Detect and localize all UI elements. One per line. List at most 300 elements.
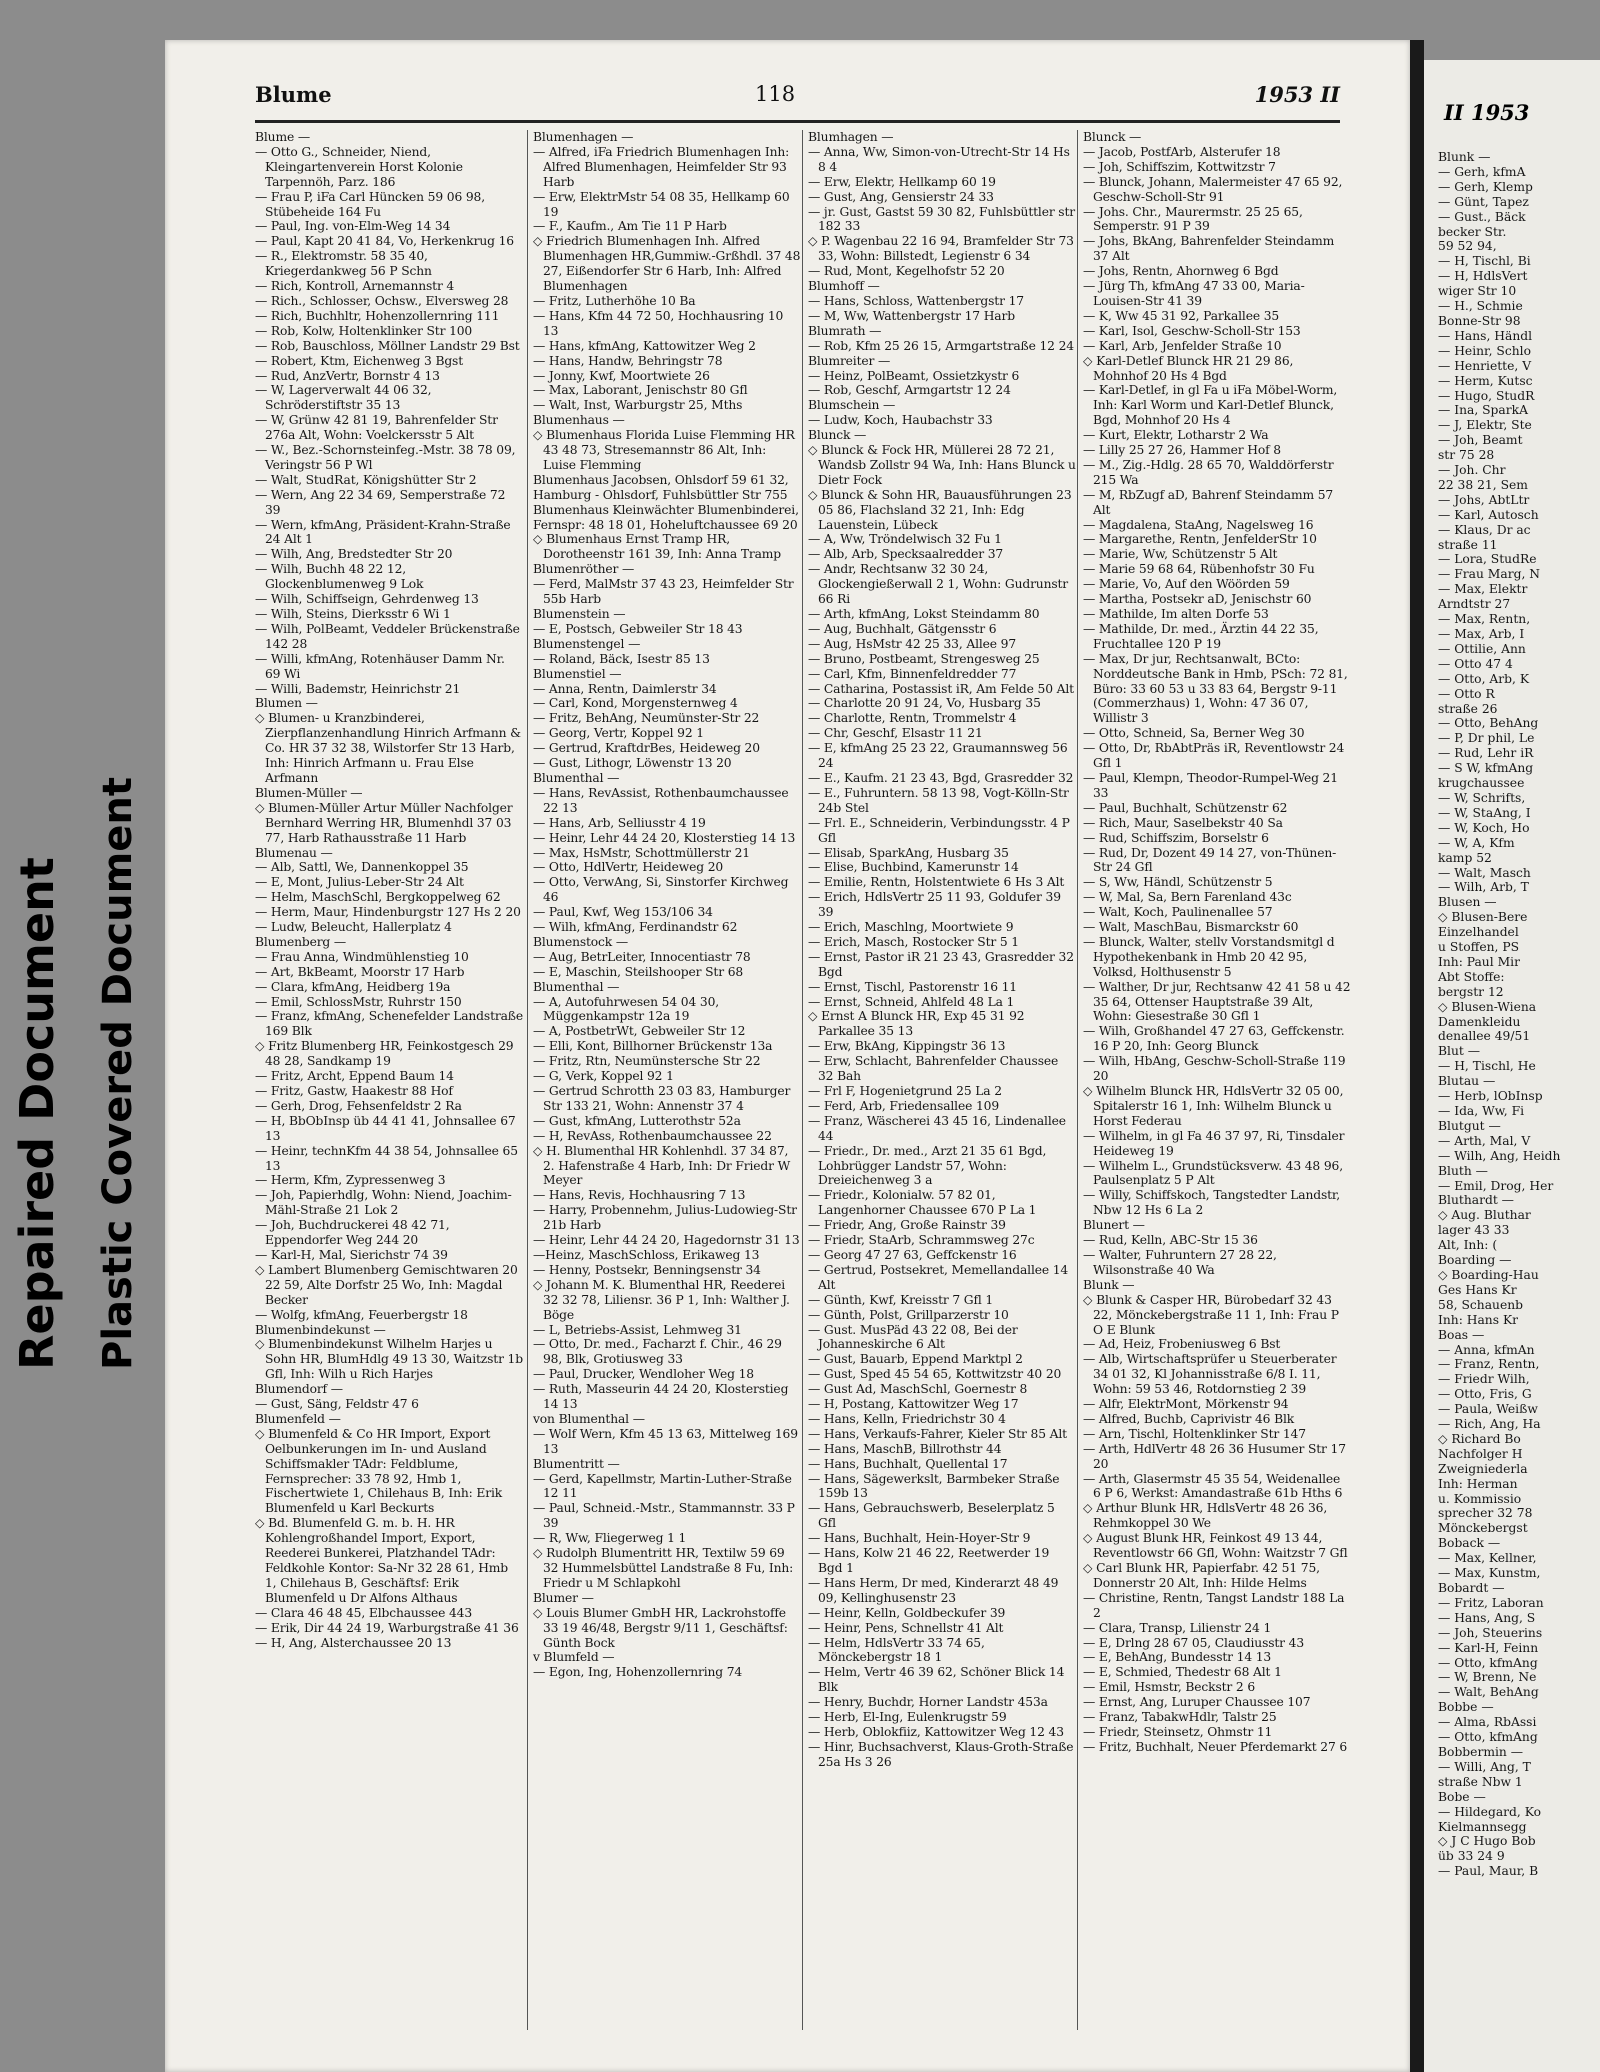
adjacent-entry: — Ida, Ww, Fi bbox=[1438, 1104, 1525, 1118]
directory-entry: — Rud, Kelln, ABC-Str 15 36 bbox=[1083, 1233, 1258, 1248]
column-4 bbox=[1083, 130, 1351, 1755]
directory-entry: — Christine, Rentn, Tangst Landstr 188 La 2 bbox=[1083, 1590, 1345, 1620]
directory-entry: — Erw, ElektrMstr 54 08 35, Hellkamp 60 19 bbox=[533, 189, 790, 219]
directory-entry: — Blunck, Walter, stellv Vorstandsmitgl d Hypothekenbank in Hmb 20 42 95, Volksd, Holthusenstr 5 bbox=[1083, 934, 1335, 979]
directory-entry: — Willy, Schiffskoch, Tangstedter Landstr, Nbw 12 Hs 6 La 2 bbox=[1083, 1188, 1341, 1218]
adjacent-entry: — Hans, Ang, S bbox=[1438, 1610, 1536, 1625]
directory-entry: ◇ Blunck & Fock HR, Müllerei 28 72 21, Wandsb Zollstr 94 Wa, Inh: Hans Blunck u Dietr Fock bbox=[808, 443, 1076, 487]
directory-entry: Blumrath — bbox=[808, 323, 882, 338]
adjacent-entry: — Franz, Rentn, bbox=[1438, 1357, 1540, 1372]
adjacent-entry: — Wilh, Ang, Heidh bbox=[1438, 1148, 1561, 1163]
directory-entry: — Heinr, technKfm 44 38 54, Johnsallee 65 13 bbox=[255, 1143, 518, 1173]
directory-entry: — Harry, Probennehm, Julius-Ludowieg-Str 21b Harb bbox=[533, 1203, 797, 1233]
adjacent-entry: Zweigniederla bbox=[1438, 1461, 1528, 1476]
directory-entry: Blumenthal — bbox=[533, 979, 620, 994]
directory-entry: Blumenhagen — bbox=[533, 130, 634, 144]
directory-entry: — W, Lagerverwalt 44 06 32, Schröderstiftstr 35 13 bbox=[255, 383, 432, 413]
directory-entry: — Walther, Dr jur, Rechtsanw 42 41 58 u 42 35 64, Ottenser Hauptstraße 39 Alt, Wohn: Giesestraße 30 Gfl 1 bbox=[1083, 979, 1351, 1024]
adjacent-entry: — W, Brenn, Ne bbox=[1438, 1670, 1537, 1685]
directory-entry: Blumen-Müller — bbox=[255, 785, 363, 800]
directory-entry: — Willi, Bademstr, Heinrichstr 21 bbox=[255, 681, 461, 696]
directory-entry: Blumenstengel — bbox=[533, 636, 641, 651]
adjacent-entry: — Max, Elektr bbox=[1438, 582, 1528, 597]
adjacent-entry: — Paul, Maur, B bbox=[1438, 1864, 1539, 1879]
directory-entry: — Max, Laborant, Jenischstr 80 Gfl bbox=[533, 383, 748, 398]
directory-entry: — Gertrud Schrotth 23 03 83, Hamburger Str 133 21, Wohn: Annenstr 37 4 bbox=[533, 1084, 791, 1113]
directory-entry: — Jürg Th, kfmAng 47 33 00, Maria-Louisen-Str 41 39 bbox=[1083, 279, 1305, 308]
adjacent-entry: — Walt, BehAng bbox=[1438, 1685, 1539, 1700]
adjacent-entry: Bluthardt — bbox=[1438, 1193, 1514, 1208]
adjacent-entry: Inh: Paul Mir bbox=[1438, 954, 1520, 969]
directory-entry: — Wilh, Buchh 48 22 12, Glockenblumenweg 9 Lok bbox=[255, 562, 424, 592]
directory-entry: — Wilh, kfmAng, Ferdinandstr 62 bbox=[533, 920, 738, 935]
directory-entry: Blunk — bbox=[1083, 1277, 1135, 1292]
directory-entry: — Wilh, PolBeamt, Veddeler Brückenstraße 142 28 bbox=[255, 621, 520, 651]
directory-entry: — Günth, Kwf, Kreisstr 7 Gfl 1 bbox=[808, 1292, 994, 1307]
directory-entry: — Jonny, Kwf, Moortwiete 26 bbox=[533, 368, 710, 383]
directory-entry: — Alb, Arb, Specksaalredder 37 bbox=[808, 547, 1004, 562]
adjacent-entry: krugchaussee bbox=[1438, 776, 1525, 791]
directory-entry: — W, Grünw 42 81 19, Bahrenfelder Str 276a Alt, Wohn: Voelckersstr 5 Alt bbox=[255, 413, 498, 443]
adjacent-entry: — Gerh, kfmA bbox=[1438, 164, 1526, 179]
directory-entry: — M, RbZugf aD, Bahrenf Steindamm 57 Alt bbox=[1083, 487, 1334, 517]
directory-entry: Blumer — bbox=[533, 1590, 594, 1605]
directory-entry: — Walt, StudRat, Königshütter Str 2 bbox=[255, 472, 477, 487]
directory-entry: — Elise, Buchbind, Kamerunstr 14 bbox=[808, 860, 1019, 875]
directory-entry: — Elisab, SparkAng, Husbarg 35 bbox=[808, 845, 1009, 860]
adjacent-entry: — Wilh, Arb, T bbox=[1438, 880, 1529, 895]
directory-entry: — Karl-Detlef, in gl Fa u iFa Möbel-Worm, Inh: Karl Worm und Karl-Detlef Blunck, Bgd, Mohnhof 20 Hs 4 bbox=[1083, 383, 1338, 428]
directory-entry: ◇ Ernst A Blunck HR, Exp 45 31 92 Parkallee 35 13 bbox=[808, 1009, 1025, 1039]
directory-entry: — Paul, Schneid.-Mstr., Stammannstr. 33 P 39 bbox=[533, 1501, 795, 1531]
directory-entry: — Johs, Rentn, Ahornweg 6 Bgd bbox=[1083, 264, 1279, 279]
directory-entry: — W., Bez.-Schornsteinfeg.-Mstr. 38 78 09, Veringstr 56 P Wl bbox=[255, 443, 516, 472]
directory-entry: — Otto, Dr. med., Facharzt f. Chir., 46 29 98, Blk, Grotiusweg 33 bbox=[533, 1337, 782, 1367]
adjacent-entry: — J, Elektr, Ste bbox=[1438, 418, 1532, 433]
directory-entry: — Clara, Transp, Lilienstr 24 1 bbox=[1083, 1620, 1272, 1635]
directory-entry: ◇ Carl Blunk HR, Papierfabr. 42 51 75, Donnerstr 20 Alt, Inh: Hilde Helms bbox=[1083, 1561, 1320, 1590]
directory-entry: Blumhagen — bbox=[808, 130, 894, 144]
directory-entry: — Friedr., Kolonialw. 57 82 01, Langenhorner Chaussee 670 P La 1 bbox=[808, 1188, 1037, 1218]
directory-entry: — Herb, El-Ing, Eulenkrugstr 59 bbox=[808, 1710, 1007, 1725]
directory-entry: — Georg, Vertr, Koppel 92 1 bbox=[533, 726, 704, 741]
directory-entry: — Rud, AnzVertr, Bornstr 4 13 bbox=[255, 368, 440, 383]
directory-entry: Blunck — bbox=[808, 428, 867, 443]
directory-entry: — Gerd, Kapellmstr, Martin-Luther-Straße 12 11 bbox=[533, 1471, 792, 1501]
directory-entry: — Walt, MaschBau, Bismarckstr 60 bbox=[1083, 920, 1299, 935]
adjacent-entry: üb 33 24 9 bbox=[1438, 1849, 1505, 1864]
directory-entry: — Rob, Kolw, Holtenklinker Str 100 bbox=[255, 323, 473, 338]
directory-entry: ◇ Blumenhaus Ernst Tramp HR, Dorotheenstr 161 39, Inh: Anna Tramp bbox=[533, 532, 782, 562]
adjacent-entry: — Paula, Weißw bbox=[1438, 1402, 1538, 1417]
adjacent-entry: Bobbe — bbox=[1438, 1700, 1494, 1715]
directory-entry: — A, Ww, Tröndelwisch 32 Fu 1 bbox=[808, 532, 1002, 547]
adjacent-entry: — Alma, RbAssi bbox=[1438, 1715, 1537, 1730]
directory-entry: — R, Ww, Fliegerweg 1 1 bbox=[533, 1531, 687, 1546]
directory-entry: — Rich, Kontroll, Arnemannstr 4 bbox=[255, 279, 455, 294]
directory-entry: Blumenstein — bbox=[533, 607, 626, 621]
directory-entry: — Hans, Gebrauchswerb, Beselerplatz 5 Gfl bbox=[808, 1501, 1055, 1531]
directory-entry: — M, Ww, Wattenbergstr 17 Harb bbox=[808, 308, 1015, 323]
directory-entry: — Erik, Dir 44 24 19, Warburgstraße 41 36 bbox=[255, 1620, 519, 1635]
adjacent-entry: ◇ Blusen-Wiena bbox=[1438, 999, 1537, 1014]
directory-entry: von Blumenthal — bbox=[533, 1411, 645, 1426]
directory-entry: Blume — bbox=[255, 130, 310, 144]
directory-entry: — Hans, kfmAng, Kattowitzer Weg 2 bbox=[533, 338, 756, 353]
directory-entry: — Fritz, BehAng, Neumünster-Str 22 bbox=[533, 711, 760, 726]
adjacent-entry: Boarding — bbox=[1438, 1253, 1512, 1268]
adjacent-entry: — Walt, Masch bbox=[1438, 865, 1531, 880]
directory-entry: Blumenhaus Jacobsen, Ohlsdorf 59 61 32, Hamburg - Ohlsdorf, Fuhlsbüttler Str 755 bbox=[533, 472, 789, 502]
directory-entry: — Johs. Chr., Maurermstr. 25 25 65, Semperstr. 91 P 39 bbox=[1083, 204, 1303, 234]
directory-entry: ◇ Blunk & Casper HR, Bürobedarf 32 43 22, Mönckebergstraße 11 1, Inh: Frau P O E Blunk bbox=[1083, 1292, 1339, 1337]
directory-entry: — R., Elektromstr. 58 35 40, Kriegerdankweg 56 P Schn bbox=[255, 249, 432, 279]
directory-entry: — E, Maschin, Steilshooper Str 68 bbox=[533, 964, 744, 979]
adjacent-entry: — Hugo, StudR bbox=[1438, 388, 1535, 403]
directory-entry: — Rud, Mont, Kegelhofstr 52 20 bbox=[808, 264, 1005, 279]
adjacent-entry: — H, Tischl, Bi bbox=[1438, 254, 1531, 269]
adjacent-entry: — Arth, Mal, V bbox=[1438, 1133, 1531, 1148]
directory-entry: ◇ Wilhelm Blunck HR, HdlsVertr 32 05 00, Spitalerstr 16 1, Inh: Wilhelm Blunck u Horst Federau bbox=[1083, 1084, 1344, 1128]
directory-entry: — Fritz, Lutherhöhe 10 Ba bbox=[533, 293, 696, 308]
adjacent-entry: — Max, Kunstm, bbox=[1438, 1566, 1541, 1581]
directory-entry: — Frl F, Hogenietgrund 25 La 2 bbox=[808, 1084, 1002, 1098]
adjacent-page bbox=[1424, 60, 1600, 2072]
adjacent-entry: Mönckebergst bbox=[1438, 1521, 1528, 1536]
directory-entry: — Gust, Säng, Feldstr 47 6 bbox=[255, 1397, 419, 1412]
directory-entry: — Frau P, iFa Carl Hüncken 59 06 98, Stübeheide 164 Fu bbox=[255, 189, 485, 219]
directory-entry: — Arth, Glasermstr 45 35 54, Weidenallee 6 P 6, Werkst: Amandastraße 61b Hths 6 bbox=[1083, 1471, 1343, 1501]
adjacent-page-header: II 1953 bbox=[1444, 100, 1530, 125]
directory-entry: ◇ Johann M. K. Blumenthal HR, Reederei 32 32 78, Liliensr. 36 P 1, Inh: Walther J. Böge bbox=[533, 1277, 790, 1322]
adjacent-entry: — Otto, kfmAng bbox=[1438, 1655, 1538, 1670]
adjacent-entry: 58, Schauenb bbox=[1438, 1297, 1524, 1312]
directory-entry: — Magdalena, StaAng, Nagelsweg 16 bbox=[1083, 517, 1314, 532]
adjacent-entry: — S W, kfmAng bbox=[1438, 761, 1534, 776]
directory-entry: — Marie, Ww, Schützenstr 5 Alt bbox=[1083, 547, 1278, 562]
directory-entry: Blumenstock — bbox=[533, 934, 628, 949]
directory-entry: — Arth, HdlVertr 48 26 36 Husumer Str 17 20 bbox=[1083, 1441, 1346, 1471]
directory-entry: — A, PostbetrWt, Gebweiler Str 12 bbox=[533, 1024, 746, 1039]
adjacent-entry: — H, HdlsVert bbox=[1438, 269, 1528, 284]
adjacent-entry: — Johs, AbtLtr bbox=[1438, 492, 1530, 507]
adjacent-entry: Alt, Inh: ( bbox=[1438, 1238, 1498, 1253]
directory-entry: — Hans, Arb, Selliusstr 4 19 bbox=[533, 815, 706, 830]
adjacent-entry: Abt Stoffe: bbox=[1438, 969, 1505, 984]
directory-entry: — Lilly 25 27 26, Hammer Hof 8 bbox=[1083, 443, 1281, 458]
directory-entry: — Rich, Buchhltr, Hohenzollernring 111 bbox=[255, 308, 500, 323]
directory-entry: — Marie, Vo, Auf den Wöörden 59 bbox=[1083, 577, 1290, 592]
directory-entry: — Andr, Rechtsanw 32 30 24, Glockengießerwall 2 1, Wohn: Gudrunstr 66 Ri bbox=[808, 562, 1069, 607]
directory-entry: Blumentritt — bbox=[533, 1456, 620, 1471]
adjacent-entry: straße 26 bbox=[1438, 701, 1498, 716]
adjacent-entry: — Ina, SparkA bbox=[1438, 403, 1528, 418]
directory-entry: — Friedr, Steinsetz, Ohmstr 11 bbox=[1083, 1724, 1273, 1739]
adjacent-entry: straße Nbw 1 bbox=[1438, 1774, 1523, 1789]
directory-entry: — E, BehAng, Bundesstr 14 13 bbox=[1083, 1650, 1272, 1665]
directory-entry: — Ernst, Pastor iR 21 23 43, Grasredder 32 Bgd bbox=[808, 949, 1074, 979]
directory-entry: — Herb, Oblokfiiz, Kattowitzer Weg 12 43 bbox=[808, 1724, 1064, 1739]
adjacent-entry: — Friedr Wilh, bbox=[1438, 1372, 1530, 1387]
directory-entry: Blumenau — bbox=[255, 845, 333, 860]
adjacent-entry: Blut — bbox=[1438, 1044, 1481, 1059]
directory-entry: — Alfr, ElektrMont, Mörkenstr 94 bbox=[1083, 1397, 1289, 1412]
directory-entry: — Hans Herm, Dr med, Kinderarzt 48 49 09, Kellinghusenstr 23 bbox=[808, 1575, 1059, 1605]
adjacent-entry: — Otto, BehAng bbox=[1438, 716, 1539, 731]
directory-entry: — Alfred, iFa Friedrich Blumenhagen Inh: Alfred Blumenhagen, Heimfelder Str 93 Harb bbox=[533, 144, 790, 189]
adjacent-entry: Damenkleidu bbox=[1438, 1014, 1521, 1029]
adjacent-entry: ◇ Richard Bo bbox=[1438, 1431, 1521, 1446]
directory-entry: — E, Mont, Julius-Leber-Str 24 Alt bbox=[255, 875, 464, 890]
book-gutter bbox=[1410, 40, 1424, 2072]
directory-entry: — Henny, Postsekr, Benningsenstr 34 bbox=[533, 1262, 761, 1277]
directory-entry: ◇ Lambert Blumenberg Gemischtwaren 20 22 59, Alte Dorfstr 25 Wo, Inh: Magdal Becker bbox=[255, 1262, 518, 1307]
directory-entry: — Martha, Postsekr aD, Jenischstr 60 bbox=[1083, 592, 1312, 607]
directory-entry: — Karl, Arb, Jenfelder Straße 10 bbox=[1083, 338, 1282, 353]
adjacent-entry: straße 11 bbox=[1438, 537, 1498, 552]
directory-entry: — H, Postang, Kattowitzer Weg 17 bbox=[808, 1397, 1019, 1412]
directory-entry: — Willi, kfmAng, Rotenhäuser Damm Nr. 69 Wi bbox=[255, 651, 505, 681]
directory-entry: — Wilh, HbAng, Geschw-Scholl-Straße 119 20 bbox=[1083, 1054, 1346, 1084]
directory-entry: — Wilh, Steins, Dierksstr 6 Wi 1 bbox=[255, 607, 451, 621]
directory-entry: — Otto, Schneid, Sa, Berner Weg 30 bbox=[1083, 726, 1305, 741]
directory-entry: — Günth, Polst, Grillparzerstr 10 bbox=[808, 1307, 1009, 1322]
adjacent-entry: u Stoffen, PS bbox=[1438, 940, 1520, 955]
column-rule bbox=[802, 130, 803, 2030]
adjacent-entry: — Otto, Fris, G bbox=[1438, 1387, 1532, 1402]
directory-entry: — Elli, Kont, Billhorner Brückenstr 13a bbox=[533, 1039, 773, 1054]
directory-entry: Blumenstiel — bbox=[533, 666, 622, 681]
directory-entry: — Anna, Rentn, Daimlerstr 34 bbox=[533, 681, 717, 696]
directory-entry: — Hans, MaschB, Billrothstr 44 bbox=[808, 1441, 1002, 1456]
directory-entry: — Hans, Kelln, Friedrichstr 30 4 bbox=[808, 1411, 1006, 1426]
directory-entry: — Walt, Inst, Warburgstr 25, Mths bbox=[533, 398, 743, 413]
directory-entry: — Joh, Buchdruckerei 48 42 71, Eppendorfer Weg 244 20 bbox=[255, 1218, 450, 1248]
directory-entry: — Carl, Kfm, Binnenfeldredder 77 bbox=[808, 666, 1017, 681]
directory-entry: — Otto, Dr, RbAbtPräs iR, Reventlowstr 24 Gfl 1 bbox=[1083, 741, 1345, 771]
adjacent-entry: Bonne-Str 98 bbox=[1438, 313, 1521, 328]
directory-entry: — Gust Ad, MaschSchl, Goernestr 8 bbox=[808, 1382, 1028, 1397]
adjacent-entry: denallee 49/51 bbox=[1438, 1029, 1531, 1044]
directory-entry: Blumenfeld — bbox=[255, 1411, 341, 1426]
column-3 bbox=[808, 130, 1076, 1770]
directory-entry: — Arn, Tischl, Holtenklinker Str 147 bbox=[1083, 1426, 1306, 1441]
directory-entry: — Ferd, Arb, Friedensallee 109 bbox=[808, 1098, 999, 1113]
side-label bbox=[0, 776, 160, 1390]
directory-entry: — Wilhelm, in gl Fa 46 37 97, Ri, Tinsdaler Heideweg 19 bbox=[1083, 1128, 1345, 1158]
adjacent-entry: — Gust., Bäck bbox=[1438, 209, 1526, 224]
adjacent-entry: — Otto R bbox=[1438, 686, 1495, 701]
column-2 bbox=[533, 130, 801, 1680]
year-volume: 1953 II bbox=[1254, 82, 1340, 107]
directory-entry: — Wilhelm L., Grundstücksverw. 43 48 96, Paulsenplatz 5 P Alt bbox=[1083, 1158, 1343, 1188]
adjacent-entry: — Joh. Chr bbox=[1438, 463, 1506, 478]
directory-entry: — Hans, Kfm 44 72 50, Hochhausring 10 13 bbox=[533, 308, 784, 338]
directory-entry: — H, BbObInsp üb 44 41 41, Johnsallee 67 13 bbox=[255, 1113, 516, 1143]
directory-entry: — Gerh, Drog, Fehsenfeldstr 2 Ra bbox=[255, 1098, 462, 1113]
directory-entry: — Mathilde, Im alten Dorfe 53 bbox=[1083, 607, 1269, 621]
directory-entry: — Max, HsMstr, Schottmüllerstr 21 bbox=[533, 845, 750, 860]
directory-entry: — Rob, Bauschloss, Möllner Landstr 29 Bst bbox=[255, 338, 520, 353]
directory-entry: — Otto, HdlVertr, Heideweg 20 bbox=[533, 860, 724, 875]
directory-entry: Blumen — bbox=[255, 696, 318, 711]
adjacent-entry: — Henriette, V bbox=[1438, 358, 1532, 373]
directory-entry: — Otto G., Schneider, Niend, Kleingartenverein Horst Kolonie Tarpennöh, Parz. 186 bbox=[255, 144, 463, 189]
adjacent-entry: — Gerh, Klemp bbox=[1438, 179, 1533, 194]
directory-entry: — Franz, TabakwHdlr, Talstr 25 bbox=[1083, 1710, 1277, 1725]
directory-entry: — Otto, VerwAng, Si, Sinstorfer Kirchweg 46 bbox=[533, 875, 789, 905]
directory-entry: ◇ August Blunk HR, Feinkost 49 13 44, Reventlowstr 66 Gfl, Wohn: Waitzstr 7 Gfl bbox=[1083, 1531, 1348, 1561]
running-head: Blume bbox=[255, 82, 332, 107]
directory-entry: — Rud, Schiffszim, Borselstr 6 bbox=[1083, 830, 1269, 845]
directory-entry: — Aug, Buchhalt, Gätgensstr 6 bbox=[808, 621, 997, 636]
directory-entry: — M., Zig.-Hdlg. 28 65 70, Walddörferstr 215 Wa bbox=[1083, 457, 1334, 487]
directory-entry: — G, Verk, Koppel 92 1 bbox=[533, 1069, 674, 1084]
adjacent-entry: — Max, Rentn, bbox=[1438, 612, 1531, 627]
directory-entry: — A, Autofuhrwesen 54 04 30, Müggenkampstr 12a 19 bbox=[533, 994, 720, 1024]
adjacent-entry: — Lora, StudRe bbox=[1438, 552, 1537, 567]
adjacent-entry: — W, StaAng, I bbox=[1438, 805, 1531, 820]
directory-entry: — E., Fuhruntern. 58 13 98, Vogt-Kölln-Str 24b Stel bbox=[808, 785, 1069, 815]
directory-entry: — Ferd, MalMstr 37 43 23, Heimfelder Str 55b Harb bbox=[533, 577, 794, 607]
directory-entry: — Fritz, Gastw, Haakestr 88 Hof bbox=[255, 1084, 453, 1098]
directory-entry: ◇ Louis Blumer GmbH HR, Lackrohstoffe 33 19 46/48, Bergstr 9/11 1, Geschäftsf: Günth Bock bbox=[533, 1605, 788, 1650]
directory-entry: Blunert — bbox=[1083, 1218, 1145, 1233]
adjacent-entry: — Otto, kfmAng bbox=[1438, 1730, 1538, 1745]
directory-entry: — Heinr, Lehr 44 24 20, Klosterstieg 14 13 bbox=[533, 830, 796, 845]
directory-entry: — E, kfmAng 25 23 22, Graumannsweg 56 24 bbox=[808, 741, 1068, 771]
adjacent-entry: str 75 28 bbox=[1438, 448, 1495, 463]
directory-entry: — Erich, Masch, Rostocker Str 5 1 bbox=[808, 934, 1019, 949]
directory-entry: — Gust, Ang, Gensierstr 24 33 bbox=[808, 189, 994, 204]
directory-entry: — Joh, Papierhdlg, Wohn: Niend, Joachim-Mähl-Straße 21 Lok 2 bbox=[255, 1188, 512, 1218]
adjacent-entry: — H., Schmie bbox=[1438, 299, 1523, 314]
directory-entry: — Gertrud, Postsekret, Memellandallee 14 Alt bbox=[808, 1262, 1069, 1292]
directory-entry: — Wolfg, kfmAng, Feuerbergstr 18 bbox=[255, 1307, 468, 1322]
adjacent-entry: — Hans, Händl bbox=[1438, 328, 1533, 343]
directory-entry: ◇ Blumen- u Kranzbinderei, Zierpflanzenhandlung Hinrich Arfmann & Co. HR 37 32 38, Wilstorfer Str 13 Harb, Inh: Hinrich Arfmann u. Frau Else Arfmann bbox=[255, 711, 521, 785]
page-number: 118 bbox=[755, 82, 796, 106]
directory-entry: — Robert, Ktm, Eichenweg 3 Bgst bbox=[255, 353, 463, 368]
directory-entry: — Herm, Maur, Hindenburgstr 127 Hs 2 20 bbox=[255, 905, 521, 920]
adjacent-entry: — Günt, Tapez bbox=[1438, 194, 1529, 209]
adjacent-entry: — H, Tischl, He bbox=[1438, 1059, 1536, 1074]
directory-entry: — Friedr, Ang, Große Rainstr 39 bbox=[808, 1218, 1006, 1233]
directory-entry: — Heinr, Lehr 44 24 20, Hagedornstr 31 13 bbox=[533, 1233, 800, 1248]
adjacent-entry: Bluth — bbox=[1438, 1163, 1488, 1178]
directory-entry: — Gust. MusPäd 43 22 08, Bei der Johanneskirche 6 Alt bbox=[808, 1322, 1018, 1352]
adjacent-entry: — Karl, Autosch bbox=[1438, 507, 1539, 522]
adjacent-entry: Inh: Herman bbox=[1438, 1476, 1518, 1491]
directory-entry: — Hans, RevAssist, Rothenbaumchaussee 22 13 bbox=[533, 785, 789, 815]
directory-entry: Blumenröther — bbox=[533, 562, 635, 577]
directory-entry: — Frl. E., Schneiderin, Verbindungsstr. 4 P Gfl bbox=[808, 815, 1070, 845]
repaired-document-label: Repaired Document bbox=[10, 857, 64, 1370]
adjacent-page-column bbox=[1438, 150, 1560, 1879]
adjacent-entry: wiger Str 10 bbox=[1438, 284, 1517, 299]
directory-entry: — Wilh, Ang, Bredstedter Str 20 bbox=[255, 547, 453, 562]
adjacent-entry: Einzelhandel bbox=[1438, 925, 1519, 940]
directory-entry: — Charlotte, Rentn, Trommelstr 4 bbox=[808, 711, 1017, 726]
directory-entry: — W, Mal, Sa, Bern Farenland 43c bbox=[1083, 890, 1292, 905]
directory-entry: — Heinz, PolBeamt, Ossietzkystr 6 bbox=[808, 368, 1020, 383]
directory-entry: — Mathilde, Dr. med., Ärztin 44 22 35, Fruchtallee 120 P 19 bbox=[1083, 621, 1319, 651]
directory-entry: ◇ Fritz Blumenberg HR, Feinkostgesch 29 48 28, Sandkamp 19 bbox=[255, 1039, 514, 1069]
directory-entry: — Gust, Bauarb, Eppend Marktpl 2 bbox=[808, 1352, 1023, 1367]
directory-entry: — L, Betriebs-Assist, Lehmweg 31 bbox=[533, 1322, 742, 1337]
directory-entry: — S, Ww, Händl, Schützenstr 5 bbox=[1083, 875, 1273, 890]
directory-entry: — Karl-H, Mal, Sierichstr 74 39 bbox=[255, 1247, 448, 1262]
directory-entry: — Friedr, StaArb, Schrammsweg 27c bbox=[808, 1233, 1035, 1248]
adjacent-entry: — Ottilie, Ann bbox=[1438, 641, 1526, 656]
directory-entry: — Wolf Wern, Kfm 45 13 63, Mittelweg 169 13 bbox=[533, 1426, 798, 1456]
directory-page bbox=[165, 40, 1410, 2072]
directory-entry: — Hans, Revis, Hochhausring 7 13 bbox=[533, 1188, 746, 1203]
adjacent-entry: — Emil, Drog, Her bbox=[1438, 1178, 1554, 1193]
adjacent-entry: bergstr 12 bbox=[1438, 984, 1504, 999]
directory-entry: — Rich., Schlosser, Ochsw., Elversweg 28 bbox=[255, 293, 509, 308]
directory-entry: Blumschein — bbox=[808, 398, 896, 413]
adjacent-entry: — Otto, Arb, K bbox=[1438, 671, 1530, 686]
adjacent-entry: — Max, Kellner, bbox=[1438, 1551, 1537, 1566]
directory-entry: — Walter, Fuhruntern 27 28 22, Wilsonstraße 40 Wa bbox=[1083, 1247, 1277, 1277]
directory-entry: ◇ Blunck & Sohn HR, Bauausführungen 23 05 86, Flachsland 32 21, Inh: Edg Lauenstein, Lübeck bbox=[808, 487, 1072, 532]
directory-entry: — Marie 59 68 64, Rübenhofstr 30 Fu bbox=[1083, 562, 1315, 577]
column-rule bbox=[1077, 130, 1078, 2030]
page-header bbox=[255, 80, 1340, 123]
adjacent-entry: — Herb, lObInsp bbox=[1438, 1089, 1543, 1104]
directory-entry: — Wilh, Schiffseign, Gehrdenweg 13 bbox=[255, 592, 479, 607]
adjacent-entry: — Frau Marg, N bbox=[1438, 567, 1541, 582]
directory-entry: — Paul, Buchhalt, Schützenstr 62 bbox=[1083, 800, 1288, 815]
directory-entry: — Gust, Lithogr, Löwenstr 13 20 bbox=[533, 756, 732, 771]
column-rule bbox=[527, 130, 528, 2030]
directory-entry: — Herm, Kfm, Zypressenweg 3 bbox=[255, 1173, 446, 1188]
directory-entry: — Paul, Kapt 20 41 84, Vo, Herkenkrug 16 bbox=[255, 234, 514, 249]
directory-entry: v Blumfeld — bbox=[533, 1650, 615, 1665]
directory-entry: ◇ Bd. Blumenfeld G. m. b. H. HR Kohlengroßhandel Import, Export, Reederei Bunkerei, Platzhandel TAdr: Feldkohle Kontor: Sa-Nr 32 28 61, Hmb 1, Chilehaus B, Geschäftsf: Erik Blumenfeld u Dr Alfons Althaus bbox=[255, 1516, 509, 1605]
directory-entry: — Ruth, Masseurin 44 24 20, Klosterstieg 14 13 bbox=[533, 1382, 789, 1412]
column-1 bbox=[255, 130, 523, 1650]
directory-entry: ◇ Blumenbindekunst Wilhelm Harjes u Sohn HR, BlumHdlg 49 13 30, Waitzstr 1b Gfl, Inh: Wilh u Rich Harjes bbox=[255, 1337, 523, 1382]
directory-entry: — Erw, BkAng, Kippingstr 36 13 bbox=[808, 1039, 1006, 1054]
directory-entry: ◇ Blumenhaus Florida Luise Flemming HR 43 48 73, Stresemannstr 86 Alt, Inh: Luise Flemming bbox=[533, 428, 795, 472]
directory-entry: — Wern, kfmAng, Präsident-Krahn-Straße 24 Alt 1 bbox=[255, 517, 511, 547]
adjacent-entry: ◇ J C Hugo Bob bbox=[1438, 1834, 1536, 1849]
directory-entry: — H, RevAss, Rothenbaumchaussee 22 bbox=[533, 1128, 772, 1143]
directory-entry: Blumendorf — bbox=[255, 1382, 343, 1397]
adjacent-entry: Nachfolger H bbox=[1438, 1446, 1523, 1461]
directory-entry: ◇ H. Blumenthal HR Kohlenhdl. 37 34 87, 2. Hafenstraße 4 Harb, Inh: Dr Friedr W Meyer bbox=[533, 1143, 791, 1188]
directory-entry: Blumenberg — bbox=[255, 934, 347, 949]
directory-entry: — Alb, Sattl, We, Dannenkoppel 35 bbox=[255, 860, 469, 875]
directory-entry: — Kurt, Elektr, Lotharstr 2 Wa bbox=[1083, 428, 1269, 443]
directory-entry: — Joh, Schiffszim, Kottwitzstr 7 bbox=[1083, 159, 1276, 174]
directory-entry: — Hans, Buchhalt, Hein-Hoyer-Str 9 bbox=[808, 1531, 1031, 1546]
directory-entry: — F., Kaufm., Am Tie 11 P Harb bbox=[533, 219, 727, 234]
directory-entry: — Georg 47 27 63, Geffckenstr 16 bbox=[808, 1247, 1017, 1262]
adjacent-entry: — Joh, Steuerins bbox=[1438, 1625, 1543, 1640]
directory-entry: — Helm, Vertr 46 39 62, Schöner Blick 14 Blk bbox=[808, 1665, 1065, 1695]
adjacent-entry: — Herm, Kutsc bbox=[1438, 373, 1533, 388]
directory-entry: — E, Schmied, Thedestr 68 Alt 1 bbox=[1083, 1665, 1282, 1680]
directory-entry: — Henry, Buchdr, Horner Landstr 453a bbox=[808, 1695, 1048, 1710]
directory-entry: — Franz, kfmAng, Schenefelder Landstraße 169 Blk bbox=[255, 1009, 523, 1039]
adjacent-entry: — W, A, Kfm bbox=[1438, 835, 1515, 850]
adjacent-entry: kamp 52 bbox=[1438, 850, 1492, 865]
adjacent-entry: 59 52 94, bbox=[1438, 239, 1497, 254]
directory-entry: — Paul, Klempn, Theodor-Rumpel-Weg 21 33 bbox=[1083, 770, 1338, 800]
